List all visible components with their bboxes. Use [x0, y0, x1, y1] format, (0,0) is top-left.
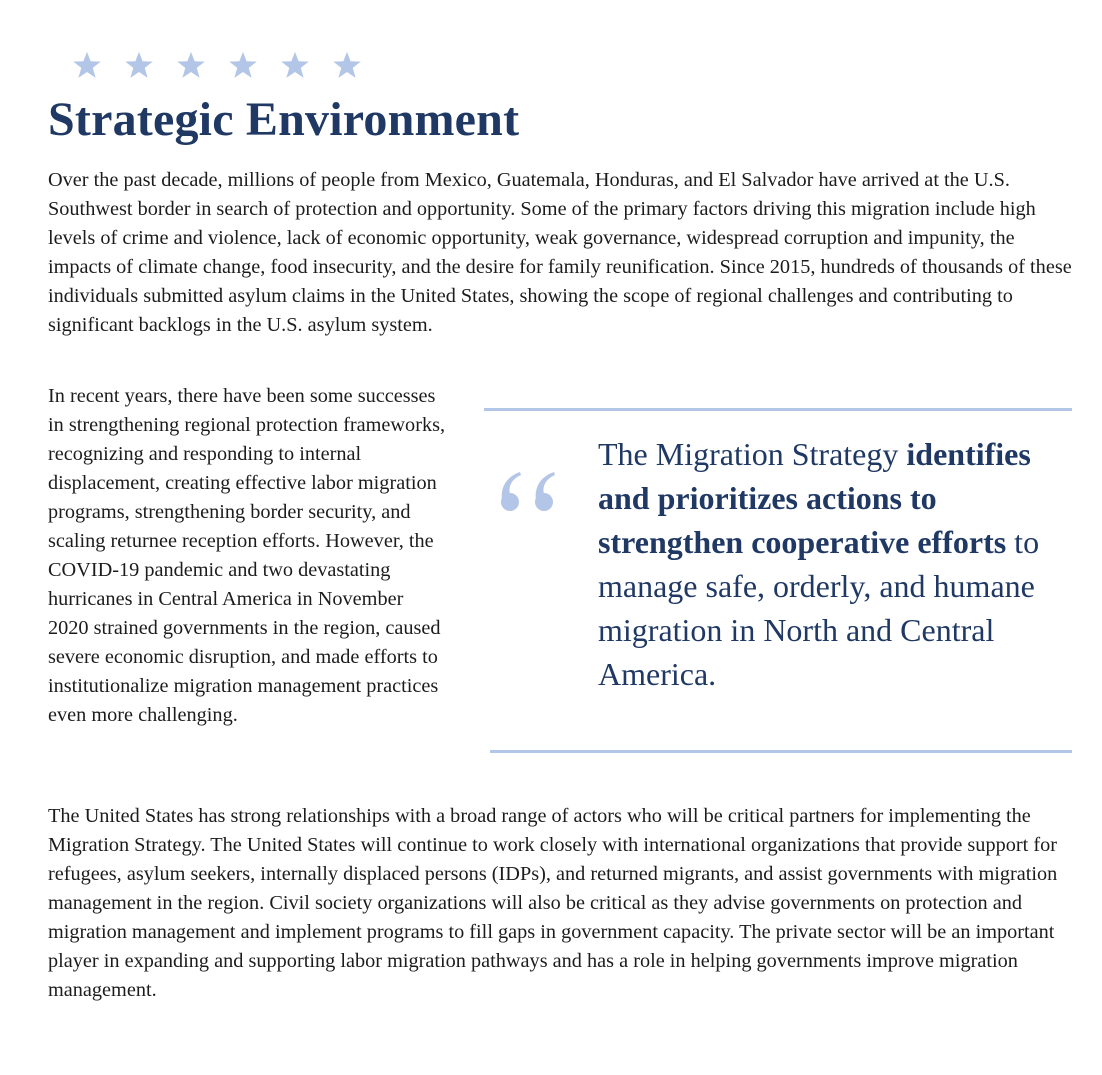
section-title: Strategic Environment	[48, 93, 520, 146]
star-icon	[176, 48, 228, 82]
decorative-stars-row	[72, 48, 384, 82]
pull-quote-emphasis: identifies and prioritizes actions to strengthen cooperative efforts	[598, 436, 1031, 560]
pull-quote-lead: The Migration Strategy	[598, 436, 907, 472]
star-icon	[72, 48, 124, 82]
star-icon	[332, 48, 384, 82]
star-icon	[280, 48, 332, 82]
pull-quote-tail: to manage safe, orderly, and humane migration in North and Central America.	[598, 524, 1040, 692]
quote-open-icon	[492, 466, 562, 516]
pull-quote	[484, 408, 1072, 754]
partners-paragraph: The United States has strong relationships with a broad range of actors who will be critical partners for implementing the Migration Strategy. The United States will continue to work closely with international organizations that provide support for refugees, asylum seekers, internally displaced persons (IDPs), and returned migrants, and assist governments with migration management in the region. Civil society organizations will also be critical as they advise governments on protection and migration management and implement programs to fill gaps in government capacity. The private sector will be an important player in expanding and supporting labor migration pathways and has a role in helping governments improve migration management.	[48, 805, 1058, 1001]
pull-quote-top-rule	[484, 408, 1072, 411]
star-icon	[228, 48, 280, 82]
intro-paragraph: Over the past decade, millions of people from Mexico, Guatemala, Honduras, and El Salvador have arrived at the U.S. Southwest border in search of protection and opportunity. Some of the primary factors driving this migration include high levels of crime and violence, lack of economic opportunity, weak governance, widespread corruption and impunity, the impacts of climate change, food insecurity, and the desire for family reunification. Since 2015, hundreds of thousands of these individuals submitted asylum claims in the United States, showing the scope of regional challenges and contributing to significant backlogs in the U.S. asylum system.	[48, 169, 1072, 336]
recent-years-paragraph: In recent years, there have been some successes in strengthening regional protection frameworks, recognizing and responding to internal displacement, creating effective labor migration programs, strengthening border security, and scaling returnee reception efforts. However, the COVID-19 pandemic and two devastating hurricanes in Central America in November 2020 strained governments in the region, caused severe economic disruption, and made efforts to institutionalize migration management practices even more challenging.	[48, 385, 446, 726]
star-icon	[124, 48, 176, 82]
pull-quote-bottom-rule	[490, 750, 1072, 753]
pull-quote-text	[598, 432, 1058, 696]
